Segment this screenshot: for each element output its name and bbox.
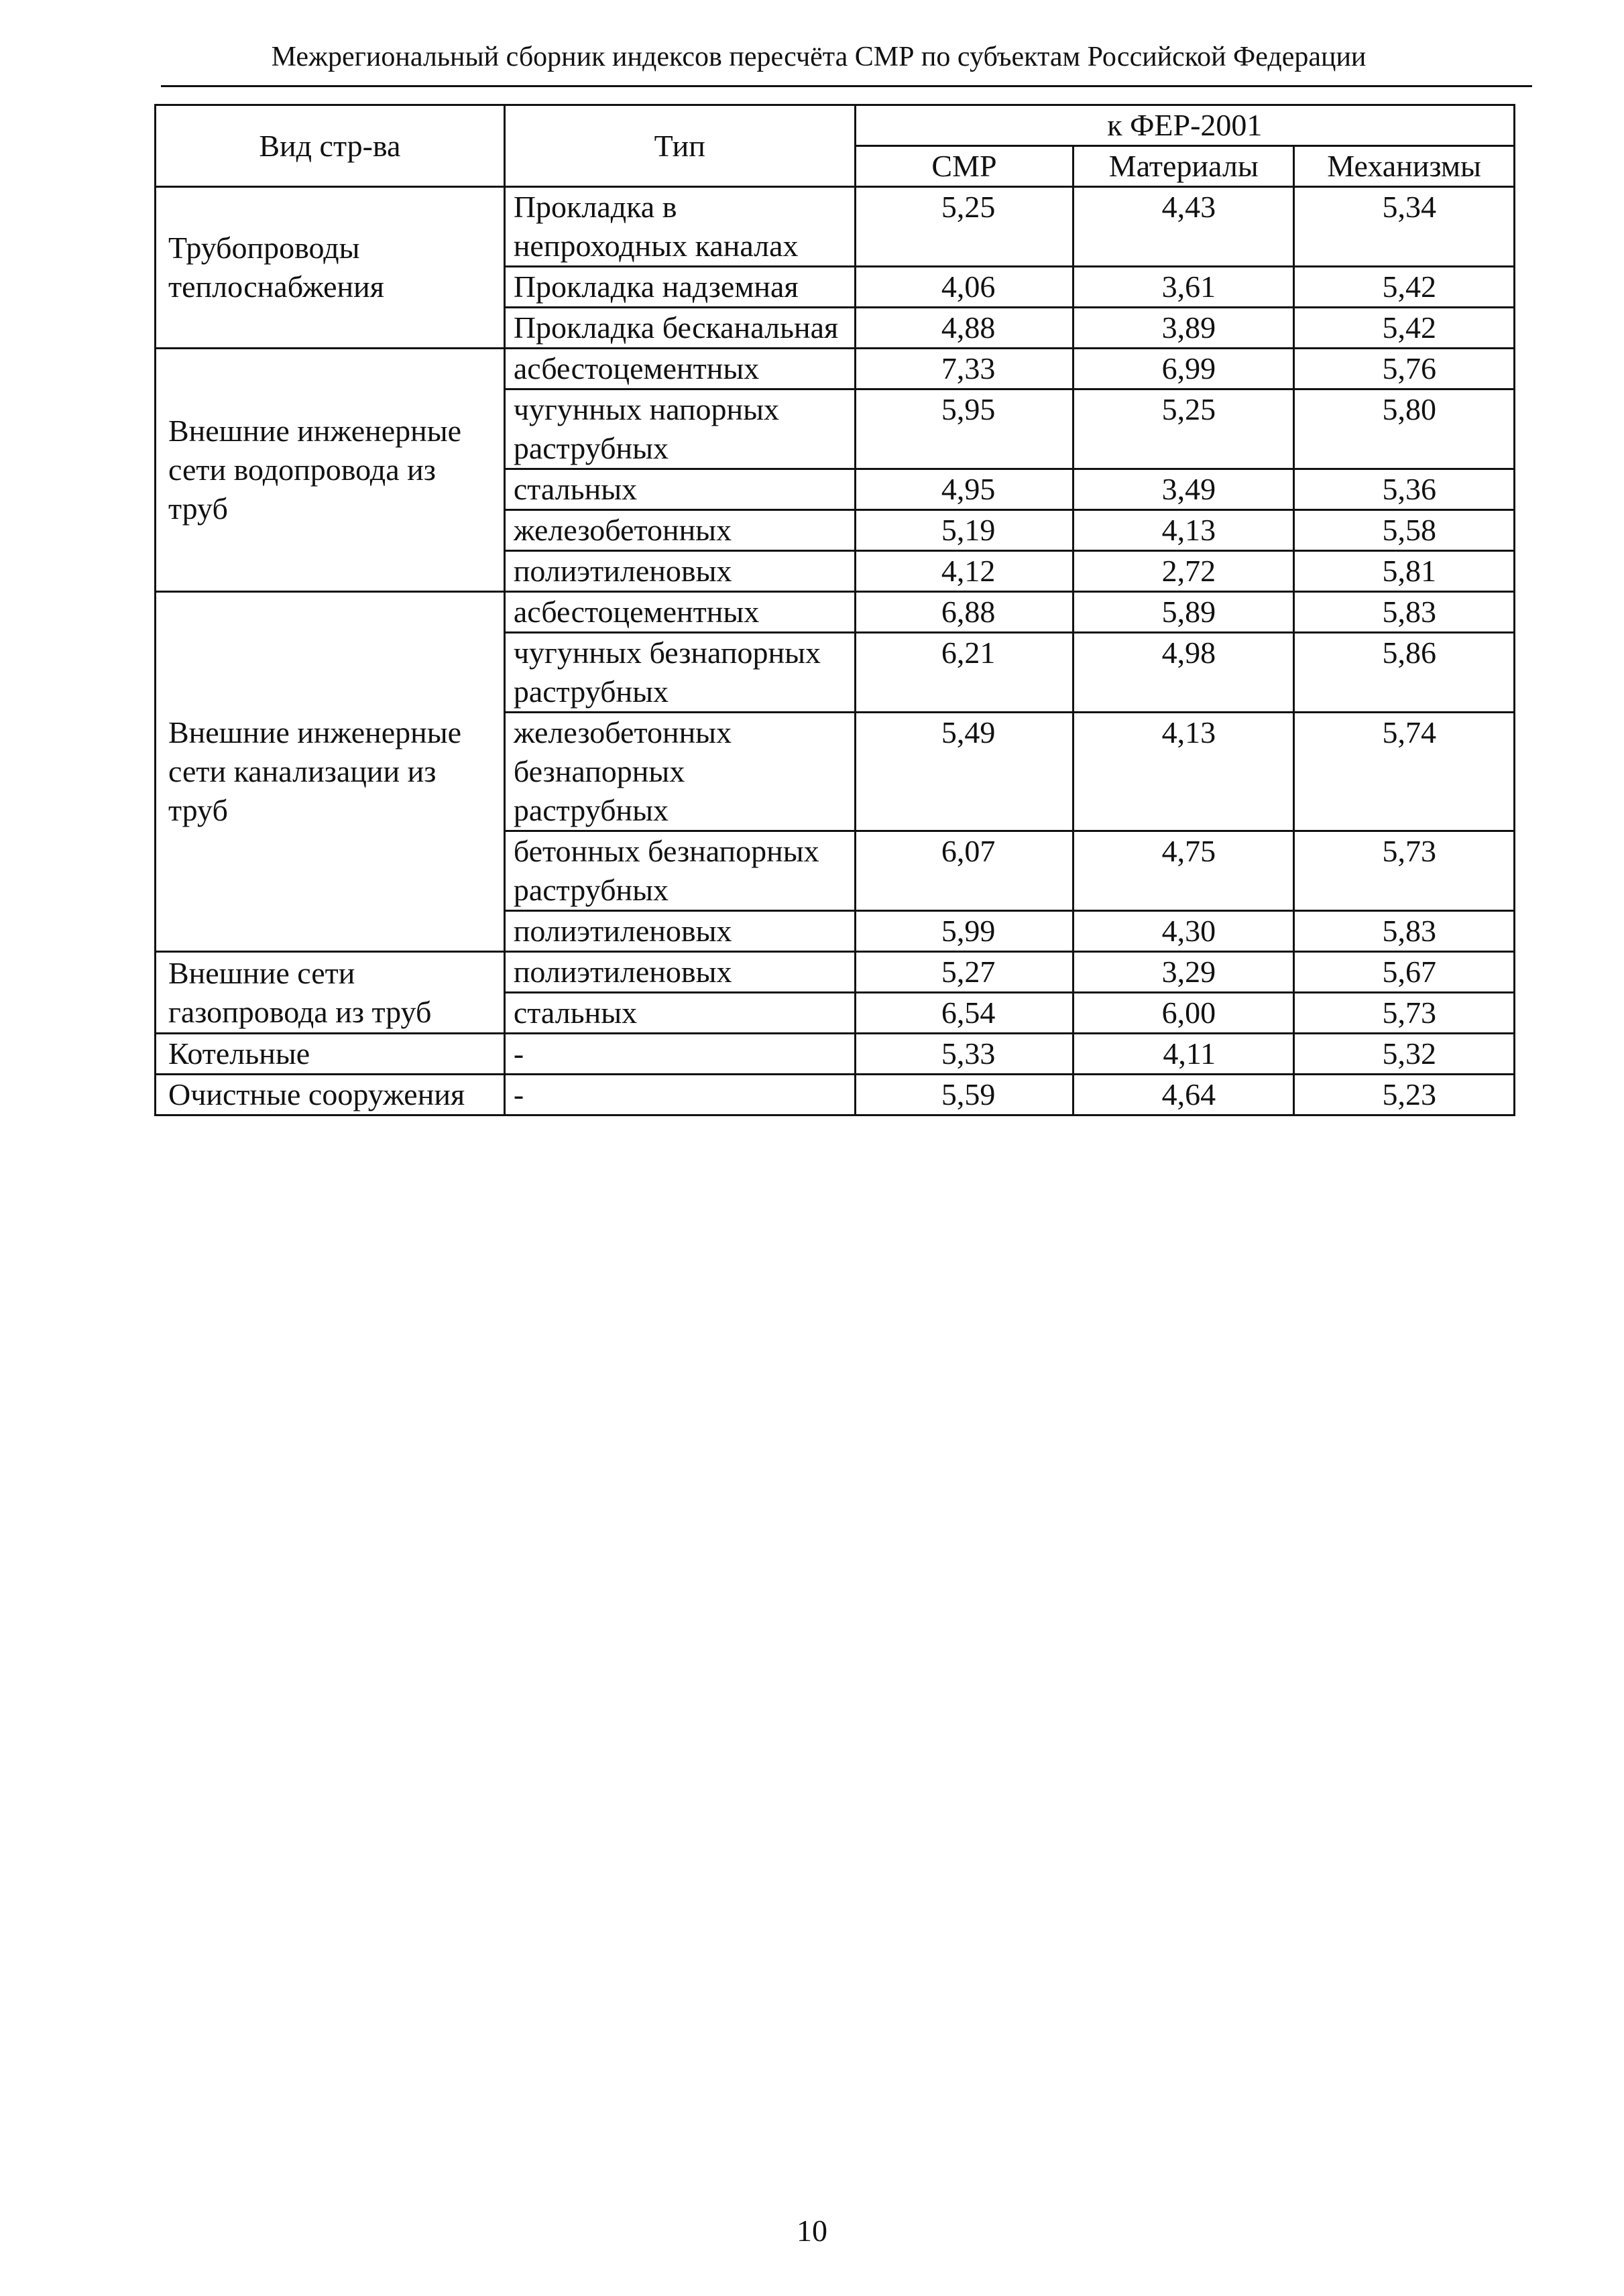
table-row	[156, 349, 1515, 389]
table-row	[156, 1075, 1515, 1115]
table-body	[156, 187, 1515, 1115]
machines-value-cell: 5,83	[1294, 911, 1515, 952]
column-group-header: к ФЕР-2001	[855, 105, 1514, 146]
construction-kind-cell: Внешние инженерные сети водопровода из труб	[156, 349, 505, 592]
index-table	[154, 104, 1515, 1116]
machines-value-cell: 5,34	[1294, 187, 1515, 267]
machines-value-cell: 5,86	[1294, 633, 1515, 713]
smr-value-cell: 5,33	[855, 1034, 1074, 1075]
smr-value-cell: 5,95	[855, 389, 1074, 469]
smr-value-cell: 4,88	[855, 308, 1074, 349]
materials-value-cell: 4,75	[1074, 831, 1294, 911]
construction-kind-cell: Котельные	[156, 1034, 505, 1075]
materials-value-cell: 4,30	[1074, 911, 1294, 952]
column-header-kind: Вид стр-ва	[156, 105, 505, 187]
type-cell: полиэтиленовых	[504, 551, 855, 592]
materials-value-cell: 5,25	[1074, 389, 1294, 469]
smr-value-cell: 6,54	[855, 993, 1074, 1034]
column-header-smr: СМР	[855, 146, 1074, 187]
machines-value-cell: 5,76	[1294, 349, 1515, 389]
smr-value-cell: 4,06	[855, 267, 1074, 308]
type-cell: стальных	[504, 993, 855, 1034]
materials-value-cell: 6,99	[1074, 349, 1294, 389]
column-header-machines: Механизмы	[1294, 146, 1515, 187]
column-header-type: Тип	[504, 105, 855, 187]
machines-value-cell: 5,32	[1294, 1034, 1515, 1075]
table-row	[156, 952, 1515, 993]
type-cell: чугунных безнапорных раструбных	[504, 633, 855, 713]
machines-value-cell: 5,81	[1294, 551, 1515, 592]
machines-value-cell: 5,42	[1294, 267, 1515, 308]
table-head	[156, 105, 1515, 187]
type-cell: железобетонных безнапорных раструбных	[504, 713, 855, 831]
materials-value-cell: 3,49	[1074, 469, 1294, 510]
construction-kind-cell: Внешние сети газопровода из труб	[156, 952, 505, 1034]
header-row-1	[156, 105, 1515, 146]
smr-value-cell: 5,19	[855, 510, 1074, 551]
smr-value-cell: 4,95	[855, 469, 1074, 510]
materials-value-cell: 4,13	[1074, 510, 1294, 551]
construction-kind-cell: Внешние инженерные сети канализации из труб	[156, 592, 505, 952]
type-cell: стальных	[504, 469, 855, 510]
header-divider	[161, 85, 1532, 87]
smr-value-cell: 5,59	[855, 1075, 1074, 1115]
type-cell: -	[504, 1075, 855, 1115]
page-number: 10	[797, 2214, 827, 2248]
machines-value-cell: 5,73	[1294, 993, 1515, 1034]
smr-value-cell: 6,07	[855, 831, 1074, 911]
materials-value-cell: 3,89	[1074, 308, 1294, 349]
column-header-materials: Материалы	[1074, 146, 1294, 187]
machines-value-cell: 5,67	[1294, 952, 1515, 993]
machines-value-cell: 5,74	[1294, 713, 1515, 831]
materials-value-cell: 4,98	[1074, 633, 1294, 713]
materials-value-cell: 4,11	[1074, 1034, 1294, 1075]
type-cell: -	[504, 1034, 855, 1075]
type-cell: асбестоцементных	[504, 592, 855, 633]
smr-value-cell: 5,99	[855, 911, 1074, 952]
machines-value-cell: 5,58	[1294, 510, 1515, 551]
materials-value-cell: 4,43	[1074, 187, 1294, 267]
smr-value-cell: 6,88	[855, 592, 1074, 633]
machines-value-cell: 5,73	[1294, 831, 1515, 911]
machines-value-cell: 5,80	[1294, 389, 1515, 469]
materials-value-cell: 3,29	[1074, 952, 1294, 993]
type-cell: Прокладка в непроходных каналах	[504, 187, 855, 267]
machines-value-cell: 5,42	[1294, 308, 1515, 349]
materials-value-cell: 2,72	[1074, 551, 1294, 592]
type-cell: полиэтиленовых	[504, 952, 855, 993]
construction-kind-cell: Очистные сооружения	[156, 1075, 505, 1115]
machines-value-cell: 5,83	[1294, 592, 1515, 633]
type-cell: железобетонных	[504, 510, 855, 551]
type-cell: бетонных безнапорных раструбных	[504, 831, 855, 911]
construction-kind-cell: Трубопроводы теплоснабжения	[156, 187, 505, 349]
type-cell: чугунных напорных раструбных	[504, 389, 855, 469]
materials-value-cell: 4,13	[1074, 713, 1294, 831]
machines-value-cell: 5,23	[1294, 1075, 1515, 1115]
type-cell: асбестоцементных	[504, 349, 855, 389]
table-row	[156, 1034, 1515, 1075]
materials-value-cell: 6,00	[1074, 993, 1294, 1034]
smr-value-cell: 5,49	[855, 713, 1074, 831]
machines-value-cell: 5,36	[1294, 469, 1515, 510]
type-cell: Прокладка надземная	[504, 267, 855, 308]
smr-value-cell: 6,21	[855, 633, 1074, 713]
smr-value-cell: 5,27	[855, 952, 1074, 993]
type-cell: полиэтиленовых	[504, 911, 855, 952]
page-header: Межрегиональный сборник индексов пересчёта СМР по субъектам Российской Федерации	[271, 42, 1367, 72]
smr-value-cell: 7,33	[855, 349, 1074, 389]
table-row	[156, 592, 1515, 633]
materials-value-cell: 4,64	[1074, 1075, 1294, 1115]
smr-value-cell: 4,12	[855, 551, 1074, 592]
smr-value-cell: 5,25	[855, 187, 1074, 267]
type-cell: Прокладка бесканальная	[504, 308, 855, 349]
materials-value-cell: 3,61	[1074, 267, 1294, 308]
materials-value-cell: 5,89	[1074, 592, 1294, 633]
table-row	[156, 187, 1515, 267]
